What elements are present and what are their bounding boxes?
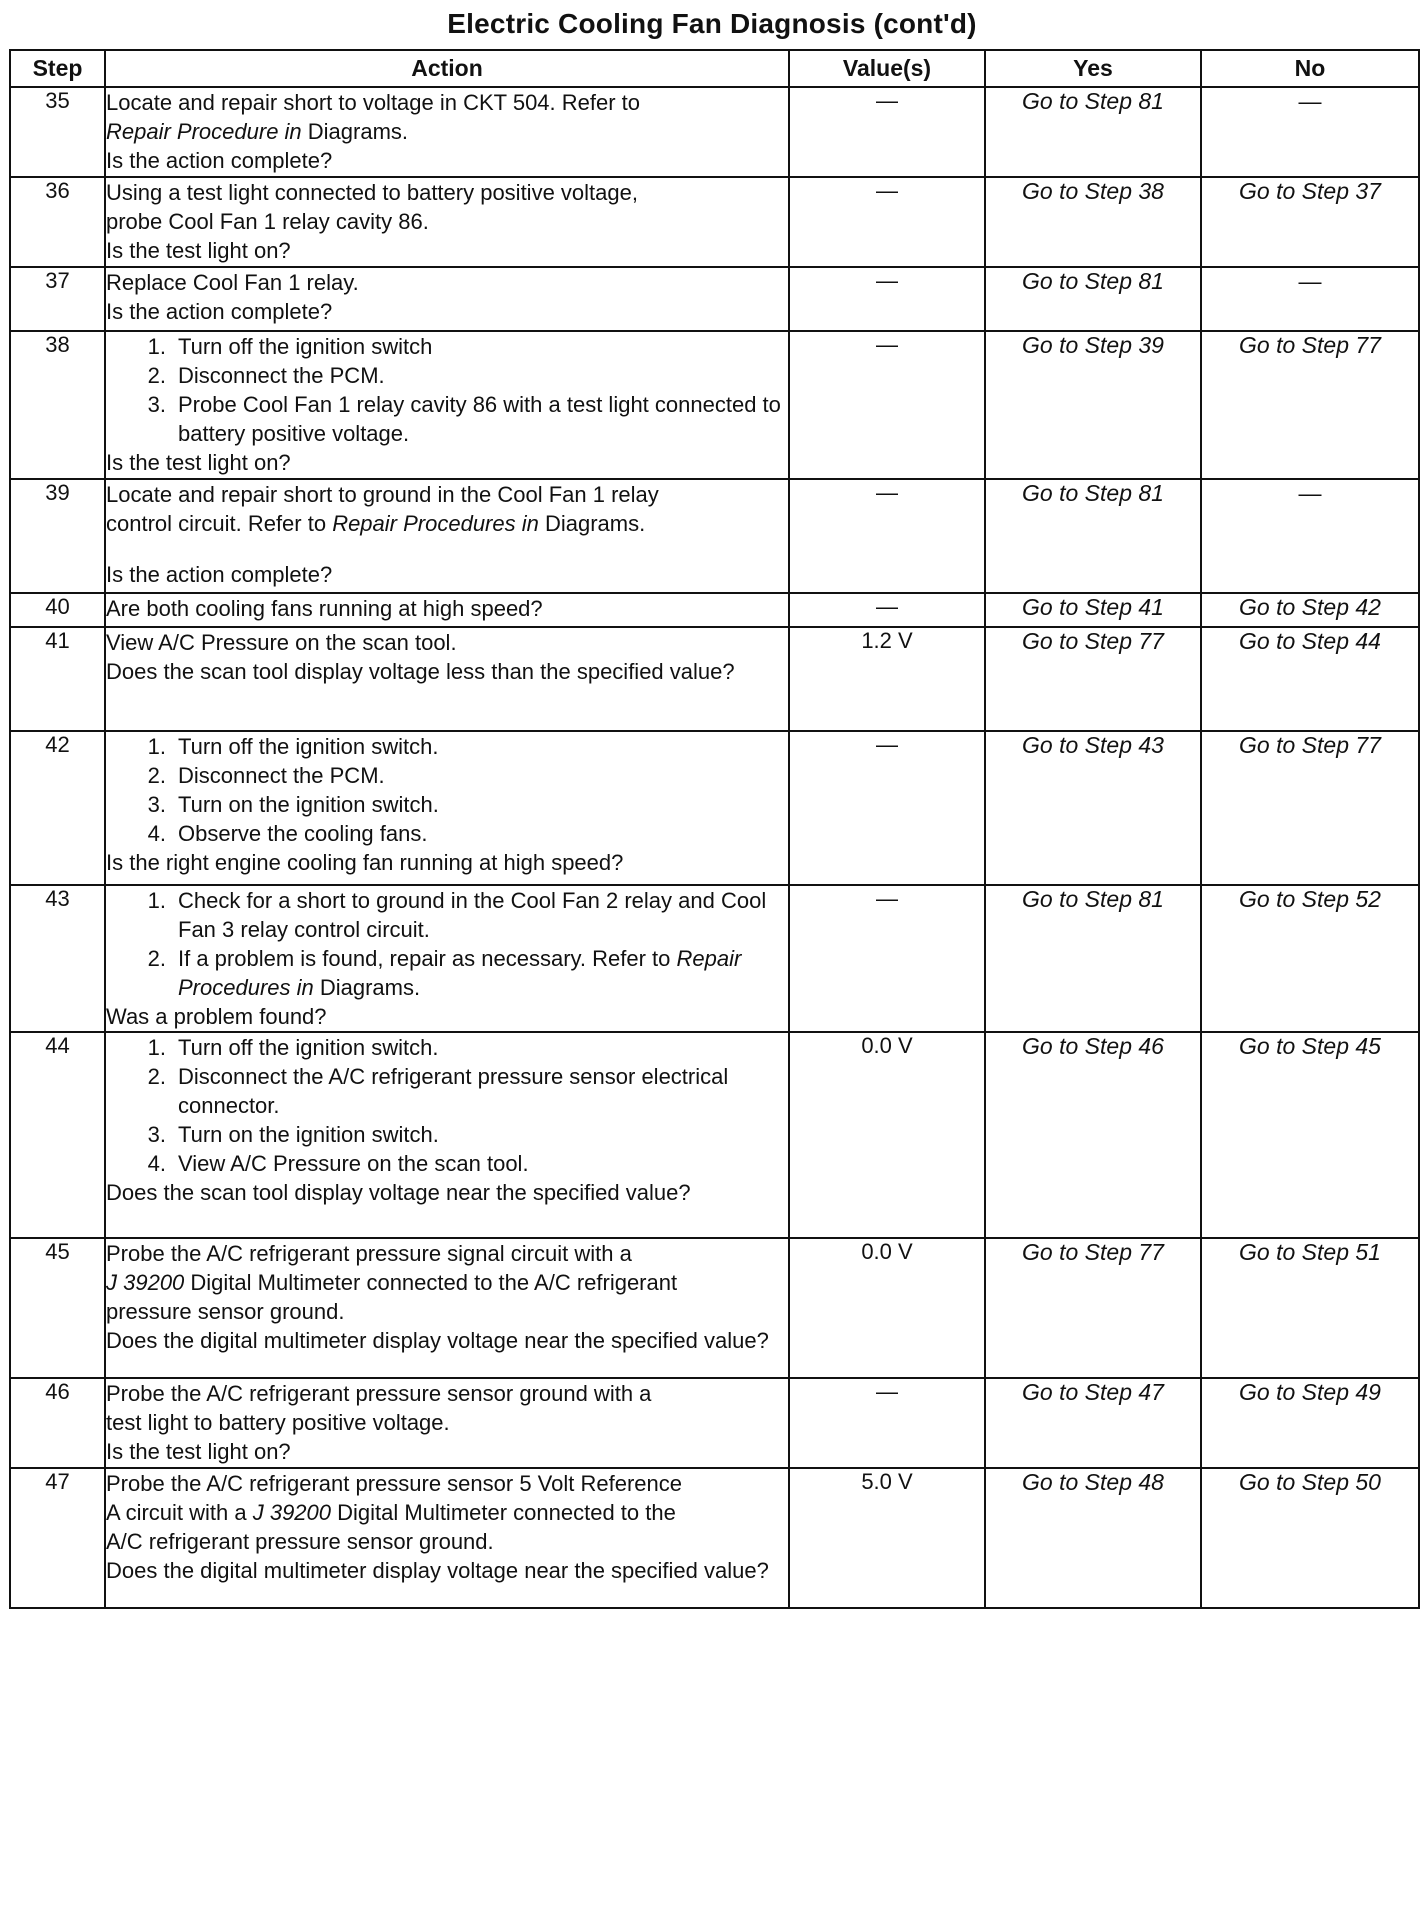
step-number: 47: [10, 1468, 105, 1608]
action-cell: [105, 87, 789, 177]
no-cell: Go to Step 45: [1201, 1032, 1419, 1238]
value-cell: —: [789, 87, 985, 177]
action-line: Probe the A/C refrigerant pressure signal circuit with a: [106, 1241, 632, 1266]
action-cell: [105, 1032, 789, 1238]
action-question: Is the action complete?: [106, 299, 333, 324]
action-cell: [105, 1378, 789, 1468]
header-value: Value(s): [789, 50, 985, 87]
table-row: [10, 593, 1419, 627]
numbered-step: [106, 332, 788, 361]
action-line: Locate and repair short to voltage in CKT 504. Refer to: [106, 90, 641, 115]
value-cell: —: [789, 479, 985, 593]
yes-cell: Go to Step 81: [985, 479, 1201, 593]
action-cell: [105, 1238, 789, 1378]
numbered-step: [106, 761, 788, 790]
yes-cell: Go to Step 43: [985, 731, 1201, 885]
action-question: Does the digital multimeter display voltage near the specified value?: [106, 1328, 769, 1353]
action-question: Does the scan tool display voltage less than the specified value?: [106, 659, 735, 684]
numbered-step-index: 4.: [147, 1151, 166, 1176]
action-cell: [105, 593, 789, 627]
action-line: View A/C Pressure on the scan tool.: [106, 630, 457, 655]
action-line: J 39200 Digital Multimeter connected to the A/C refrigerant: [106, 1270, 678, 1295]
numbered-step-index: 1.: [147, 334, 166, 359]
value-cell: 5.0 V: [789, 1468, 985, 1608]
action-line: Using a test light connected to battery positive voltage,: [106, 180, 638, 205]
no-cell: —: [1201, 87, 1419, 177]
table-row: [10, 1238, 1419, 1378]
numbered-step-index: 3.: [147, 792, 166, 817]
action-cell: [105, 267, 789, 331]
yes-cell: Go to Step 81: [985, 885, 1201, 1032]
yes-cell: Go to Step 46: [985, 1032, 1201, 1238]
action-cell: [105, 479, 789, 593]
value-cell: —: [789, 1378, 985, 1468]
step-number: 44: [10, 1032, 105, 1238]
table-row: [10, 479, 1419, 593]
numbered-step: [106, 732, 788, 761]
action-cell: [105, 331, 789, 479]
action-question: Are both cooling fans running at high speed?: [106, 596, 543, 621]
step-number: 43: [10, 885, 105, 1032]
table-row: [10, 1378, 1419, 1468]
yes-cell: Go to Step 77: [985, 1238, 1201, 1378]
numbered-step-index: 1.: [147, 1035, 166, 1060]
no-cell: Go to Step 77: [1201, 331, 1419, 479]
action-line: Replace Cool Fan 1 relay.: [106, 270, 359, 295]
action-line: Repair Procedure in Diagrams.: [106, 119, 409, 144]
table-row: [10, 731, 1419, 885]
value-cell: —: [789, 267, 985, 331]
value-cell: —: [789, 177, 985, 267]
numbered-step-index: 2.: [147, 946, 166, 971]
action-question: Is the right engine cooling fan running at high speed?: [106, 850, 624, 875]
step-number: 41: [10, 627, 105, 731]
numbered-step-text: Turn off the ignition switch.: [178, 1035, 439, 1060]
value-cell: —: [789, 731, 985, 885]
yes-cell: Go to Step 41: [985, 593, 1201, 627]
no-cell: Go to Step 44: [1201, 627, 1419, 731]
table-row: [10, 1468, 1419, 1608]
action-line: probe Cool Fan 1 relay cavity 86.: [106, 209, 429, 234]
value-cell: 0.0 V: [789, 1238, 985, 1378]
value-cell: 1.2 V: [789, 627, 985, 731]
action-cell: [105, 731, 789, 885]
numbered-step: [106, 819, 788, 848]
action-cell: [105, 627, 789, 731]
action-line: Locate and repair short to ground in the Cool Fan 1 relay: [106, 482, 659, 507]
yes-cell: Go to Step 47: [985, 1378, 1201, 1468]
header-row: [10, 50, 1419, 87]
step-number: 39: [10, 479, 105, 593]
header-no: No: [1201, 50, 1419, 87]
table-row: [10, 1032, 1419, 1238]
numbered-step: [106, 1033, 788, 1062]
action-cell: [105, 1468, 789, 1608]
action-line: Probe the A/C refrigerant pressure sensor 5 Volt Reference: [106, 1471, 682, 1496]
action-question: Is the test light on?: [106, 450, 291, 475]
numbered-step: [106, 390, 788, 448]
no-cell: Go to Step 37: [1201, 177, 1419, 267]
no-cell: Go to Step 52: [1201, 885, 1419, 1032]
action-question: Is the action complete?: [106, 148, 333, 173]
table-row: [10, 87, 1419, 177]
step-number: 40: [10, 593, 105, 627]
yes-cell: Go to Step 81: [985, 87, 1201, 177]
action-line: A circuit with a J 39200 Digital Multimeter connected to the: [106, 1500, 676, 1525]
action-question: Was a problem found?: [106, 1004, 327, 1029]
table-row: [10, 885, 1419, 1032]
step-number: 38: [10, 331, 105, 479]
value-cell: —: [789, 885, 985, 1032]
action-question: Does the digital multimeter display voltage near the specified value?: [106, 1558, 769, 1583]
numbered-step-text: Turn on the ignition switch.: [178, 1122, 439, 1147]
table-row: [10, 627, 1419, 731]
action-question: Is the test light on?: [106, 238, 291, 263]
value-cell: 0.0 V: [789, 1032, 985, 1238]
numbered-step-text: Probe Cool Fan 1 relay cavity 86 with a test light connected to battery positive voltage.: [178, 392, 781, 446]
header-yes: Yes: [985, 50, 1201, 87]
yes-cell: Go to Step 77: [985, 627, 1201, 731]
page-title: Electric Cooling Fan Diagnosis (cont'd): [447, 8, 977, 39]
numbered-step-text: Observe the cooling fans.: [178, 821, 428, 846]
numbered-step-index: 2.: [147, 1064, 166, 1089]
no-cell: Go to Step 51: [1201, 1238, 1419, 1378]
diagnosis-table: [9, 49, 1420, 1609]
numbered-step: [106, 944, 788, 1002]
no-cell: —: [1201, 267, 1419, 331]
numbered-step-index: 3.: [147, 1122, 166, 1147]
numbered-step-index: 1.: [147, 888, 166, 913]
numbered-step-index: 2.: [147, 363, 166, 388]
numbered-step: [106, 790, 788, 819]
numbered-step-text: If a problem is found, repair as necessary. Refer to Repair Procedures in Diagrams.: [178, 946, 742, 1000]
table-row: [10, 267, 1419, 331]
numbered-step: [106, 1149, 788, 1178]
no-cell: Go to Step 49: [1201, 1378, 1419, 1468]
action-cell: [105, 177, 789, 267]
header-step: Step: [10, 50, 105, 87]
step-number: 45: [10, 1238, 105, 1378]
numbered-step-text: Disconnect the PCM.: [178, 763, 385, 788]
step-number: 42: [10, 731, 105, 885]
yes-cell: Go to Step 39: [985, 331, 1201, 479]
step-number: 46: [10, 1378, 105, 1468]
no-cell: Go to Step 42: [1201, 593, 1419, 627]
numbered-step-text: View A/C Pressure on the scan tool.: [178, 1151, 529, 1176]
yes-cell: Go to Step 81: [985, 267, 1201, 331]
no-cell: —: [1201, 479, 1419, 593]
numbered-step-text: Check for a short to ground in the Cool Fan 2 relay and Cool Fan 3 relay control circuit.: [178, 888, 767, 942]
table-row: [10, 177, 1419, 267]
numbered-step-text: Disconnect the A/C refrigerant pressure sensor electrical connector.: [178, 1064, 729, 1118]
numbered-step: [106, 1062, 788, 1120]
numbered-step-text: Disconnect the PCM.: [178, 363, 385, 388]
action-line: Probe the A/C refrigerant pressure sensor ground with a: [106, 1381, 652, 1406]
numbered-step-text: Turn off the ignition switch: [178, 334, 433, 359]
action-line: control circuit. Refer to Repair Procedures in Diagrams.: [106, 511, 646, 536]
numbered-step-index: 4.: [147, 821, 166, 846]
yes-cell: Go to Step 38: [985, 177, 1201, 267]
numbered-step-text: Turn off the ignition switch.: [178, 734, 439, 759]
numbered-step-index: 2.: [147, 763, 166, 788]
step-number: 36: [10, 177, 105, 267]
action-line: test light to battery positive voltage.: [106, 1410, 450, 1435]
action-line: pressure sensor ground.: [106, 1299, 345, 1324]
value-cell: —: [789, 593, 985, 627]
numbered-step: [106, 1120, 788, 1149]
numbered-step: [106, 361, 788, 390]
table-row: [10, 331, 1419, 479]
spacer: [106, 538, 788, 560]
step-number: 37: [10, 267, 105, 331]
action-question: Is the action complete?: [106, 562, 333, 587]
numbered-step-index: 1.: [147, 734, 166, 759]
yes-cell: Go to Step 48: [985, 1468, 1201, 1608]
action-question: Does the scan tool display voltage near the specified value?: [106, 1180, 691, 1205]
step-number: 35: [10, 87, 105, 177]
value-cell: —: [789, 331, 985, 479]
header-action: Action: [105, 50, 789, 87]
no-cell: Go to Step 77: [1201, 731, 1419, 885]
no-cell: Go to Step 50: [1201, 1468, 1419, 1608]
numbered-step-index: 3.: [147, 392, 166, 417]
numbered-step-text: Turn on the ignition switch.: [178, 792, 439, 817]
numbered-step: [106, 886, 788, 944]
action-line: A/C refrigerant pressure sensor ground.: [106, 1529, 494, 1554]
action-question: Is the test light on?: [106, 1439, 291, 1464]
action-cell: [105, 885, 789, 1032]
